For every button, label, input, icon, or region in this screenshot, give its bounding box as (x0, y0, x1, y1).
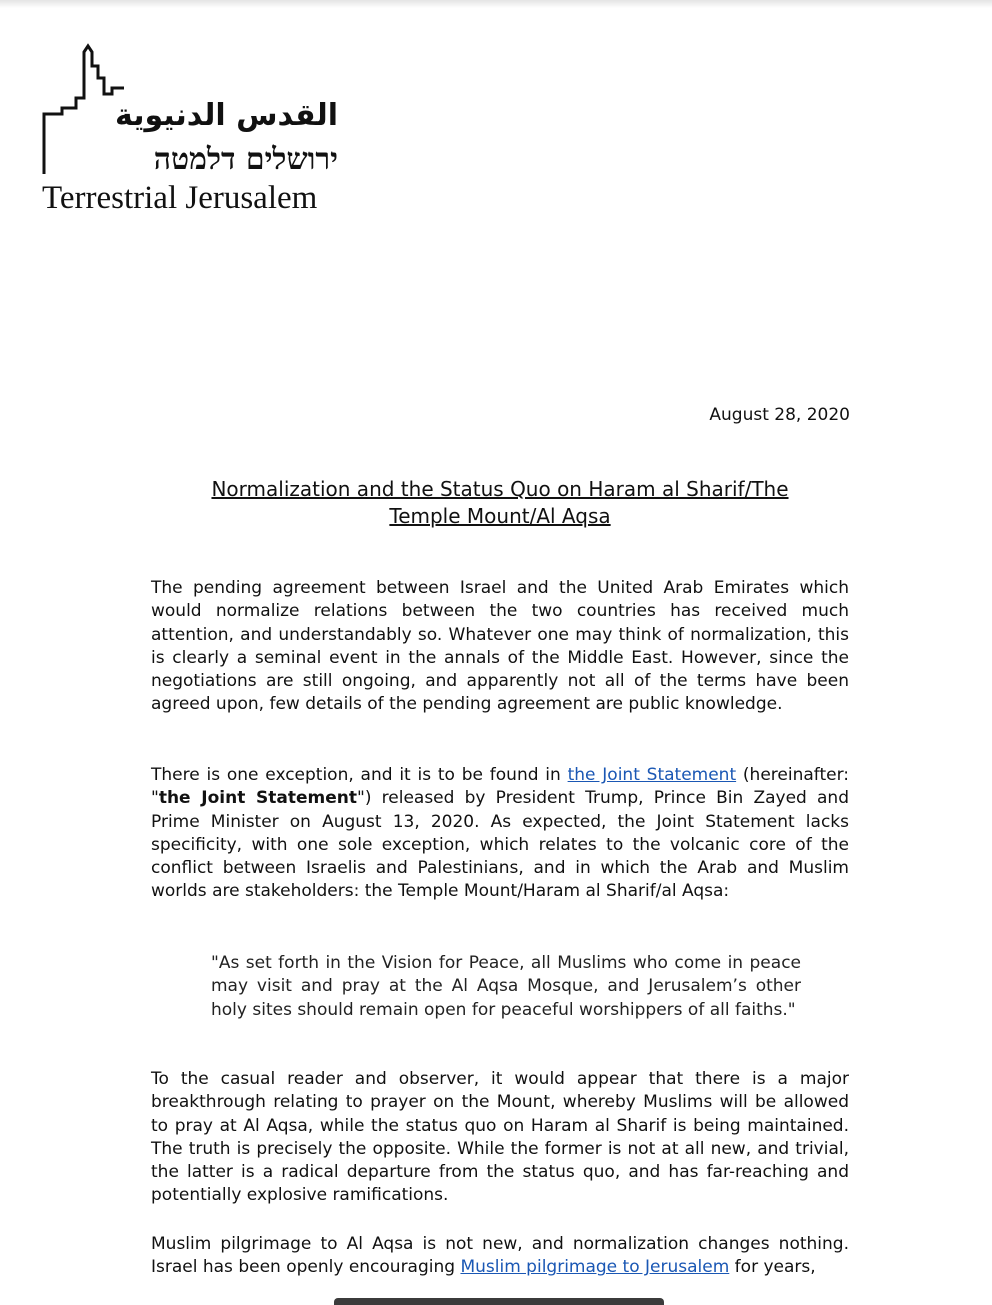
para2-text-start: There is one exception, and it is to be found in (151, 765, 568, 785)
para4-line-1: Muslim pilgrimage to Al Aqsa is not new, and normalization changes nothing. (151, 1234, 849, 1254)
horizontal-scrollbar[interactable] (334, 1298, 664, 1305)
logo-arabic-text: القدس الدنيوية (115, 98, 338, 133)
joint-statement-link[interactable]: the Joint Statement (567, 765, 737, 785)
paragraph-2 (151, 764, 849, 904)
para2-text-end: ") released by President Trump, Prince Bin Zayed and Prime Minister on August 13, 2020. As expected, the Joint Statement lacks specificity, with one sole exception, which relates to the volcanic core of the conflict between Israelis and Palestinians, and in which the Arab and Muslim worlds are stakeholders: the Temple Mount/Haram al Sharif/al Aqsa: (151, 788, 849, 902)
paragraph-1: The pending agreement between Israel and the United Arab Emirates which would normalize relations between the two countries has received much attention, and understandably so. Whatever one may think of normalization, this is clearly a seminal event in the annals of the Middle East. However, since the negotiations are still ongoing, and apparently not all of the terms have been agreed upon, few details of the pending agreement are public knowledge. (151, 578, 849, 715)
document-title (150, 476, 850, 530)
paragraph-3: To the casual reader and observer, it would appear that there is a major breakthrough relating to prayer on the Mount, whereby Muslims will be allowed to pray at Al Aqsa, while the status quo on Haram al Sharif is being maintained. The truth is precisely the opposite. While the former is not at all new, and trivial, the latter is a radical departure from the status quo, and has far-reaching and potentially explosive ramifications. (151, 1069, 849, 1206)
paragraph-4 (151, 1233, 849, 1280)
para2-text-middle: (hereinafter: " (151, 765, 850, 809)
top-shadow (0, 0, 992, 8)
document-date: August 28, 2020 (709, 405, 850, 425)
logo-english-text: Terrestrial Jerusalem (42, 180, 318, 216)
para4-text-end: for years, (729, 1257, 816, 1278)
title-line-2: Temple Mount/Al Aqsa (389, 504, 611, 528)
muslim-pilgrimage-link[interactable]: Muslim pilgrimage to Jerusalem (460, 1257, 730, 1278)
joint-statement-bold: the Joint Statement (158, 788, 358, 809)
block-quote: "As set forth in the Vision for Peace, all Muslims who come in peace may visit and pray at the Al Aqsa Mosque, and Jerusalem’s other holy sites should remain open for peaceful worshippers of all faiths." (211, 953, 801, 1020)
logo (40, 42, 350, 222)
para4-text-start: Israel has been openly encouraging (151, 1257, 461, 1278)
title-line-1: Normalization and the Status Quo on Haram al Sharif/The (211, 477, 789, 501)
logo-hebrew-text: ירושלים דלמטה (153, 142, 338, 177)
